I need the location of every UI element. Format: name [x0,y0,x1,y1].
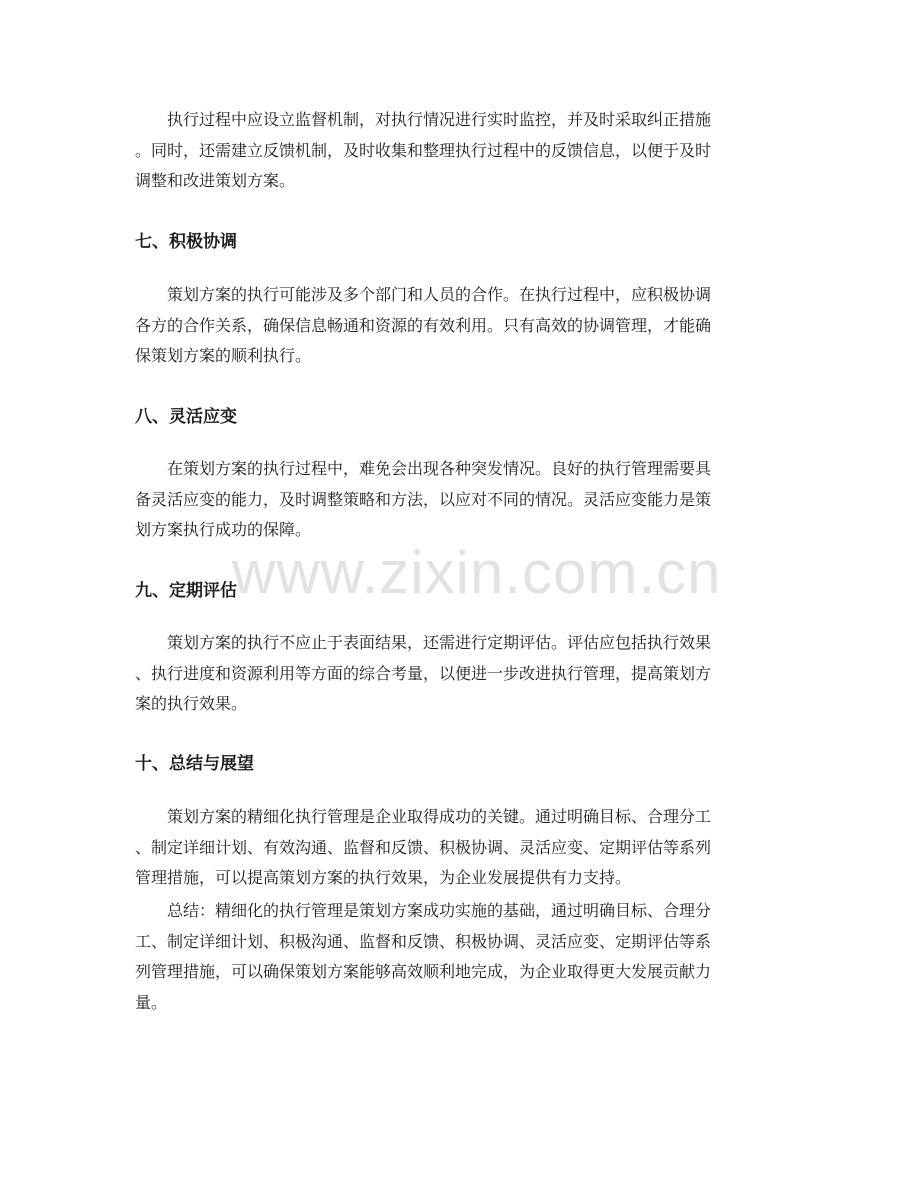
text-line: 总结：精细化的执行管理是策划方案成功实施的基础，通过明确目标、合理分 [167,901,712,920]
heading-section-9: 九、定期评估 [135,581,237,601]
text-line: 保策划方案的顺利执行。 [135,346,312,365]
paragraph-section-10 [135,802,785,894]
text-line: 执行过程中应设立监督机制，对执行情况进行实时监控，并及时采取纠正措施 [167,110,712,129]
paragraph-supervision [135,105,785,197]
text-line: 备灵活应变的能力，及时调整策略和方法，以应对不同的情况。灵活应变能力是策 [135,489,712,509]
text-line: 量。 [135,992,168,1012]
text-line: 策划方案的执行不应止于表面结果，还需进行定期评估。评估应包括执行效果 [167,633,712,652]
text-line: 工、制定详细计划、积极沟通、监督和反馈、积极协调、灵活应变、定期评估等系 [135,931,712,951]
heading-section-8: 八、灵活应变 [135,407,237,427]
text-line: 策划方案的执行可能涉及多个部门和人员的合作。在执行过程中，应积极协调 [167,285,712,304]
paragraph-section-7 [135,280,785,372]
text-line: 在策划方案的执行过程中，难免会出现各种突发情况。良好的执行管理需要具 [167,459,712,478]
paragraph-summary [135,896,785,1018]
text-line: 。同时，还需建立反馈机制，及时收集和整理执行过程中的反馈信息，以便于及时 [135,140,712,160]
text-line: 策划方案的精细化执行管理是企业取得成功的关键。通过明确目标、合理分工 [167,807,712,826]
text-line: 、制定详细计划、有效沟通、监督和反馈、积极协调、灵活应变、定期评估等系列 [135,837,712,857]
text-line: 调整和改进策划方案。 [135,171,296,190]
watermark: www.zixin.com.cn [232,539,722,606]
text-line: 、执行进度和资源利用等方面的综合考量，以便进一步改进执行管理，提高策划方 [135,663,712,683]
text-line: 案的执行效果。 [135,694,248,713]
heading-section-10: 十、总结与展望 [135,754,254,774]
text-line: 各方的合作关系，确保信息畅通和资源的有效利用。只有高效的协调管理，才能确 [135,315,712,335]
text-line: 管理措施，可以提高策划方案的执行效果，为企业发展提供有力支持。 [135,868,632,887]
paragraph-section-9 [135,628,785,720]
heading-section-7: 七、积极协调 [135,232,237,252]
text-line: 列管理措施，可以确保策划方案能够高效顺利地完成，为企业取得更大发展贡献力 [135,962,712,981]
paragraph-section-8 [135,454,785,546]
text-line: 划方案执行成功的保障。 [135,520,312,539]
